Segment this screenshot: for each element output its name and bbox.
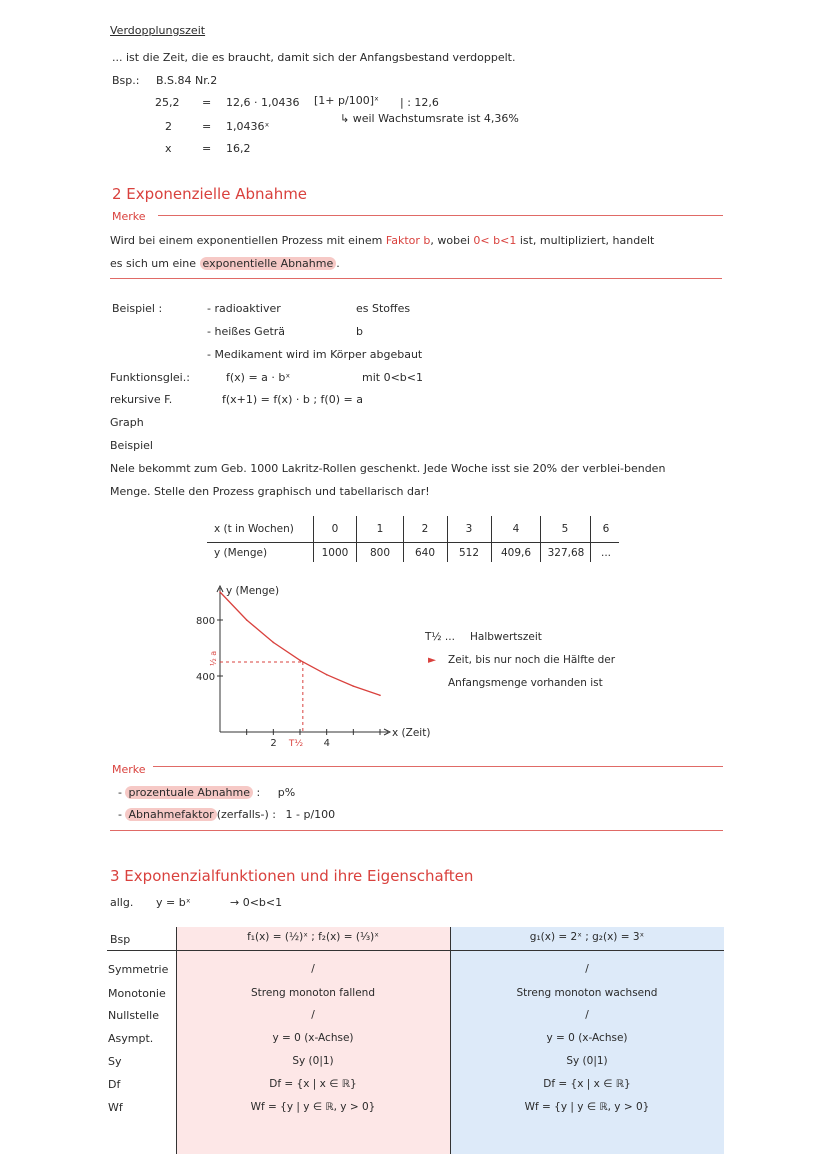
table-divider [491,516,492,562]
y-tick-label: 800 [196,616,216,627]
merke2-label: Merke [112,763,146,776]
example-reference: B.S.84 Nr.2 [156,74,218,87]
task-text: Nele bekommt zum Geb. 1000 Lakritz-Rollen geschenkt. Jede Woche isst sie 20% der verblei-benden [110,462,666,475]
row-label: Monotonie [108,987,166,1000]
merke2-highlight: Abnahmefaktor [125,808,216,821]
merke-condition: 0< b<1 [473,234,517,247]
merke2-value: 1 - p/100 [285,808,336,821]
merke-text: Wird bei einem exponentiellen Prozess mit einem [110,234,383,247]
beispiel2-label: Beispiel [110,439,153,452]
beispiel-label: Beispiel : [112,302,163,315]
row-value-right: / [585,1009,589,1021]
funktionsgleichung-label: Funktionsglei.: [110,371,190,384]
decay-chart [180,578,431,753]
data-point [299,660,301,662]
equation-left: x [165,142,172,155]
halfwert-symbol: T½ ... [425,631,455,643]
row-label: Wf [108,1101,123,1114]
example-extra: es Stoffes [356,302,411,315]
task-text: Menge. Stelle den Prozess graphisch und tabellarisch dar! [110,485,430,498]
table-cell: 3 [465,523,473,535]
data-point [246,619,248,621]
table-cell: 0 [331,523,339,535]
data-point [353,685,355,687]
funktionsgleichung-condition: mit 0<b<1 [362,371,423,384]
merke-text-line1 [110,234,654,247]
row-value-right: Sy (0|1) [566,1055,608,1067]
table-row-label: x (t in Wochen) [214,523,294,535]
table-divider [356,516,357,562]
example-item: - heißes Geträ [207,325,286,338]
row-value-left: Wf = {y | y ∈ ℝ, y > 0} [250,1101,376,1113]
growth-rate-note: ↳ weil Wachstumsrate ist 4,36% [340,112,519,125]
row-value-right: Df = {x | x ∈ ℝ} [543,1078,631,1090]
merke-text-line2 [110,257,340,270]
table-divider [403,516,404,562]
allg-label: allg. [110,896,134,909]
merke-text: es sich um eine [110,257,197,270]
equation-right: 1,0436ˣ [226,120,270,133]
equation-left: 25,2 [155,96,180,109]
example-item: - radioaktiver [207,302,281,315]
row-value-right: y = 0 (x-Achse) [546,1032,628,1044]
row-label: Sy [108,1055,122,1068]
row-value-left: / [311,963,315,975]
merke2-item [118,808,335,821]
halfwert-text: Anfangsmenge vorhanden ist [448,677,603,689]
equation-left: 2 [165,120,172,133]
graph-label: Graph [110,416,144,429]
halfwert-text: Zeit, bis nur noch die Hälfte der [448,654,616,666]
table-divider [207,542,619,543]
divide-note: | : 12,6 [400,96,439,109]
arrow-icon: ► [428,654,437,666]
halfwert-title: Halbwertszeit [470,631,542,643]
table-cell: 512 [458,547,480,559]
y-tick-label: 400 [196,672,216,683]
table-divider [313,516,314,562]
row-value-right: / [585,963,589,975]
table-divider [590,516,591,562]
row-value-left: y = 0 (x-Achse) [272,1032,354,1044]
equation-sign: = [202,96,212,109]
merke2-value: p% [277,786,296,799]
merke-highlight: exponentielle Abnahme [200,257,337,270]
data-point [326,674,328,676]
table-header: g₁(x) = 2ˣ ; g₂(x) = 3ˣ [529,931,645,943]
allg-condition: → 0<b<1 [230,896,283,909]
row-label: Symmetrie [108,963,169,976]
growth-bracket: [1+ p/100]ˣ [314,94,379,107]
x-tick-label: 4 [323,738,331,749]
row-label: Nullstelle [108,1009,160,1022]
table-row-label: y (Menge) [214,547,268,559]
example-extra: b [356,325,363,338]
merke2-highlight: prozentuale Abnahme [125,786,253,799]
example-item: - Medikament wird im Körper abgebaut [207,348,423,361]
table-divider [540,516,541,562]
row-value-left: / [311,1009,315,1021]
data-point [219,591,221,593]
merke-factor: Faktor b [385,234,431,247]
merke-text: , wobei [430,234,470,247]
merke2-text: : [256,786,261,799]
data-point [273,642,275,644]
table-header: f₁(x) = (½)ˣ ; f₂(x) = (⅓)ˣ [247,931,379,943]
table-divider [107,950,724,951]
merke2-text: (zerfalls-) : [216,808,276,821]
table-cell: 640 [414,547,436,559]
y-axis-label: y (Menge) [226,585,280,597]
merke-text: . [336,257,340,270]
table-cell: 409,6 [500,547,532,559]
table-cell: 4 [512,523,520,535]
equation-right: 12,6 · 1,0436 [226,96,300,109]
merke2-divider-bottom [110,830,723,831]
merke-text: ist, multipliziert, handelt [519,234,655,247]
merke-divider [158,215,723,216]
section-title-exponentialfunktionen: 3 Exponenzialfunktionen und ihre Eigenschaften [110,867,474,885]
row-value-left: Sy (0|1) [292,1055,334,1067]
row-label: Df [108,1078,121,1091]
row-value-left: Streng monoton fallend [251,987,375,999]
x-axis-label: x (Zeit) [392,727,431,739]
merke-label: Merke [112,210,146,223]
halflife-y-label: ½ a [209,650,218,666]
table-cell: 1000 [321,547,349,559]
table-cell: 2 [421,523,429,535]
allg-formula: y = bˣ [156,896,191,909]
merke2-item [118,786,295,799]
section-title-verdopplungszeit: Verdopplungszeit [110,24,206,37]
merke-divider-bottom [110,278,722,279]
data-point [379,695,381,697]
dash: - [118,786,122,799]
row-value-left: Df = {x | x ∈ ℝ} [269,1078,357,1090]
table-cell: ... [600,547,611,559]
equation-sign: = [202,120,212,133]
example-label: Bsp.: [112,74,140,87]
funktionsgleichung: f(x) = a · bˣ [226,371,291,384]
table-cell: 327,68 [547,547,585,559]
equation-right: 16,2 [226,142,251,155]
table-header: Bsp [110,933,131,946]
definition-text: ... ist die Zeit, die es braucht, damit sich der Anfangsbestand verdoppelt. [112,51,516,64]
decay-curve [220,592,380,695]
table-cell: 1 [376,523,384,535]
table-divider [447,516,448,562]
halflife-label: T½ [288,739,304,749]
row-value-right: Streng monoton wachsend [516,987,658,999]
row-value-right: Wf = {y | y ∈ ℝ, y > 0} [524,1101,650,1113]
rekursiv-label: rekursive F. [110,393,173,406]
table-cell: 800 [369,547,391,559]
row-label: Asympt. [108,1032,154,1045]
table-cell: 5 [561,523,569,535]
merke2-divider [153,766,723,767]
x-tick-label: 2 [270,738,277,749]
section-title-exponentielle-abnahme: 2 Exponenzielle Abnahme [112,185,308,203]
equation-sign: = [202,142,212,155]
dash: - [118,808,122,821]
rekursive-formel: f(x+1) = f(x) · b ; f(0) = a [222,393,363,406]
table-cell: 6 [602,523,610,535]
